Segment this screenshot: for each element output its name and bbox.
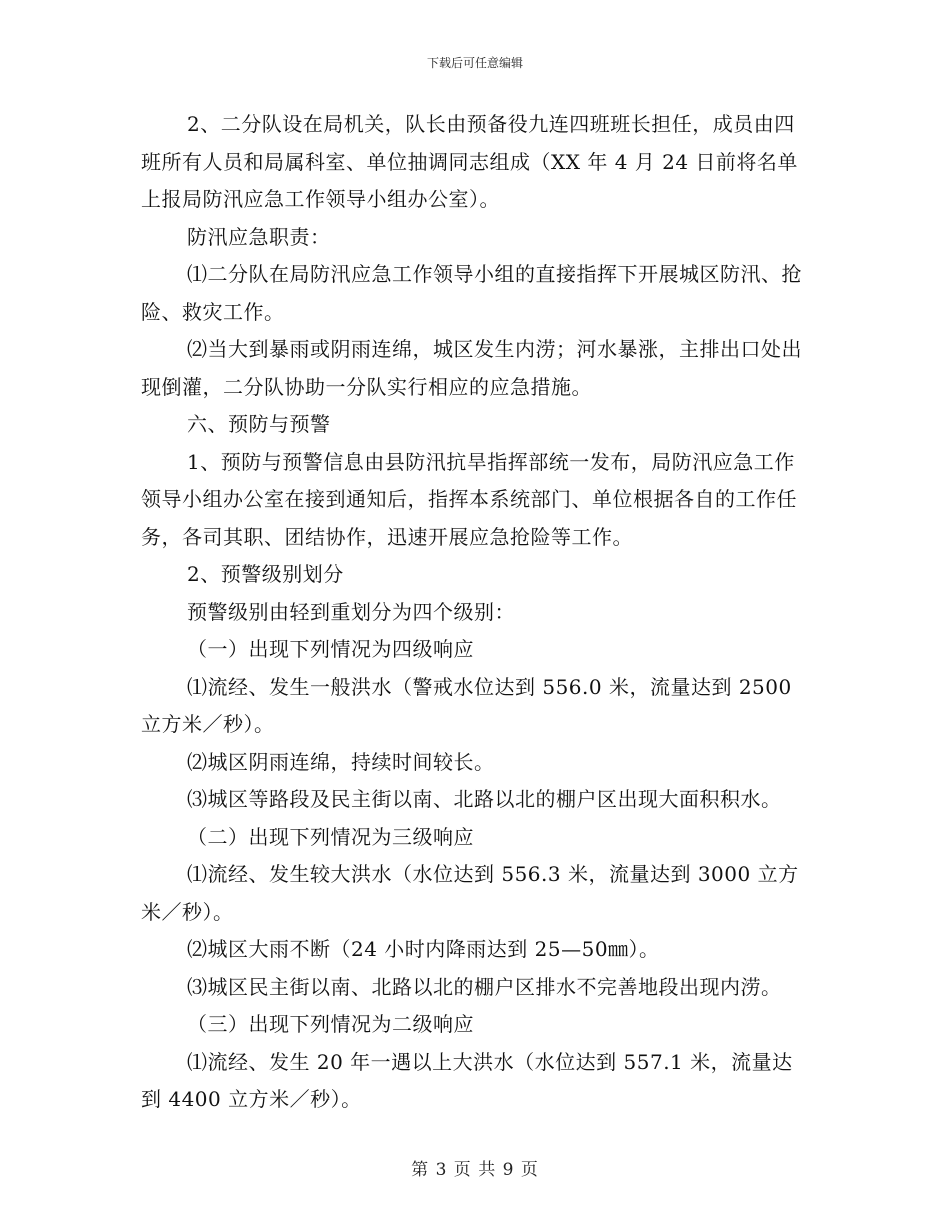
paragraph: （三）出现下列情况为二级响应: [187, 1012, 474, 1036]
paragraph: 预警级别由轻到重划分为四个级别：: [187, 599, 515, 624]
section-heading: 六、预防与预警: [187, 412, 331, 436]
paragraph: ⑶城区民主街以南、北路以北的棚户区排水不完善地段出现内涝。: [187, 974, 782, 999]
paragraph: ⑴二分队在局防汛应急工作领导小组的直接指挥下开展城区防汛、抢险、救灾工作。: [141, 262, 802, 324]
paragraph: 防汛应急职责：: [187, 224, 331, 249]
paragraph: ⑵城区阴雨连绵，持续时间较长。: [187, 749, 495, 774]
paragraph: 2、预警级别划分: [187, 562, 344, 586]
paragraph: ⑴流经、发生一般洪水（警戒水位达到 556.0 米，流量达到 2500 立方米／秒）。: [141, 674, 792, 736]
page-header: 下载后可任意编辑: [426, 56, 523, 70]
paragraph: ⑵城区大雨不断（24 小时内降雨达到 25—50㎜）。: [187, 937, 660, 961]
paragraph: ⑵当大到暴雨或阴雨连绵，城区发生内涝；河水暴涨，主排出口处出现倒灌，二分队协助一分队实行相应的应急措施。: [141, 337, 802, 399]
paragraph: （一）出现下列情况为四级响应: [187, 637, 474, 661]
paragraph: 1、预防与预警信息由县防汛抗旱指挥部统一发布，局防汛应急工作领导小组办公室在接到通知后，指挥本系统部门、单位根据各自的工作任务，各司其职、团结协作，迅速开展应急抢险等工作。: [141, 449, 797, 549]
paragraph: 2、二分队设在局机关，队长由预备役九连四班班长担任，成员由四班所有人员和局属科室、单位抽调同志组成（XX 年 4 月 24 日前将名单上报局防汛应急工作领导小组办公室）。: [141, 112, 798, 211]
paragraph: ⑴流经、发生较大洪水（水位达到 556.3 米，流量达到 3000 立方米／秒）。: [141, 862, 799, 924]
document-body: [141, 106, 813, 1119]
paragraph: （二）出现下列情况为三级响应: [187, 824, 474, 849]
paragraph: ⑴流经、发生 20 年一遇以上大洪水（水位达到 557.1 米，流量达到 4400 立方米／秒）。: [141, 1049, 793, 1111]
paragraph: ⑶城区等路段及民主街以南、北路以北的棚户区出现大面积积水。: [187, 787, 782, 811]
page-footer: 第 3 页 共 9 页: [411, 1160, 539, 1180]
